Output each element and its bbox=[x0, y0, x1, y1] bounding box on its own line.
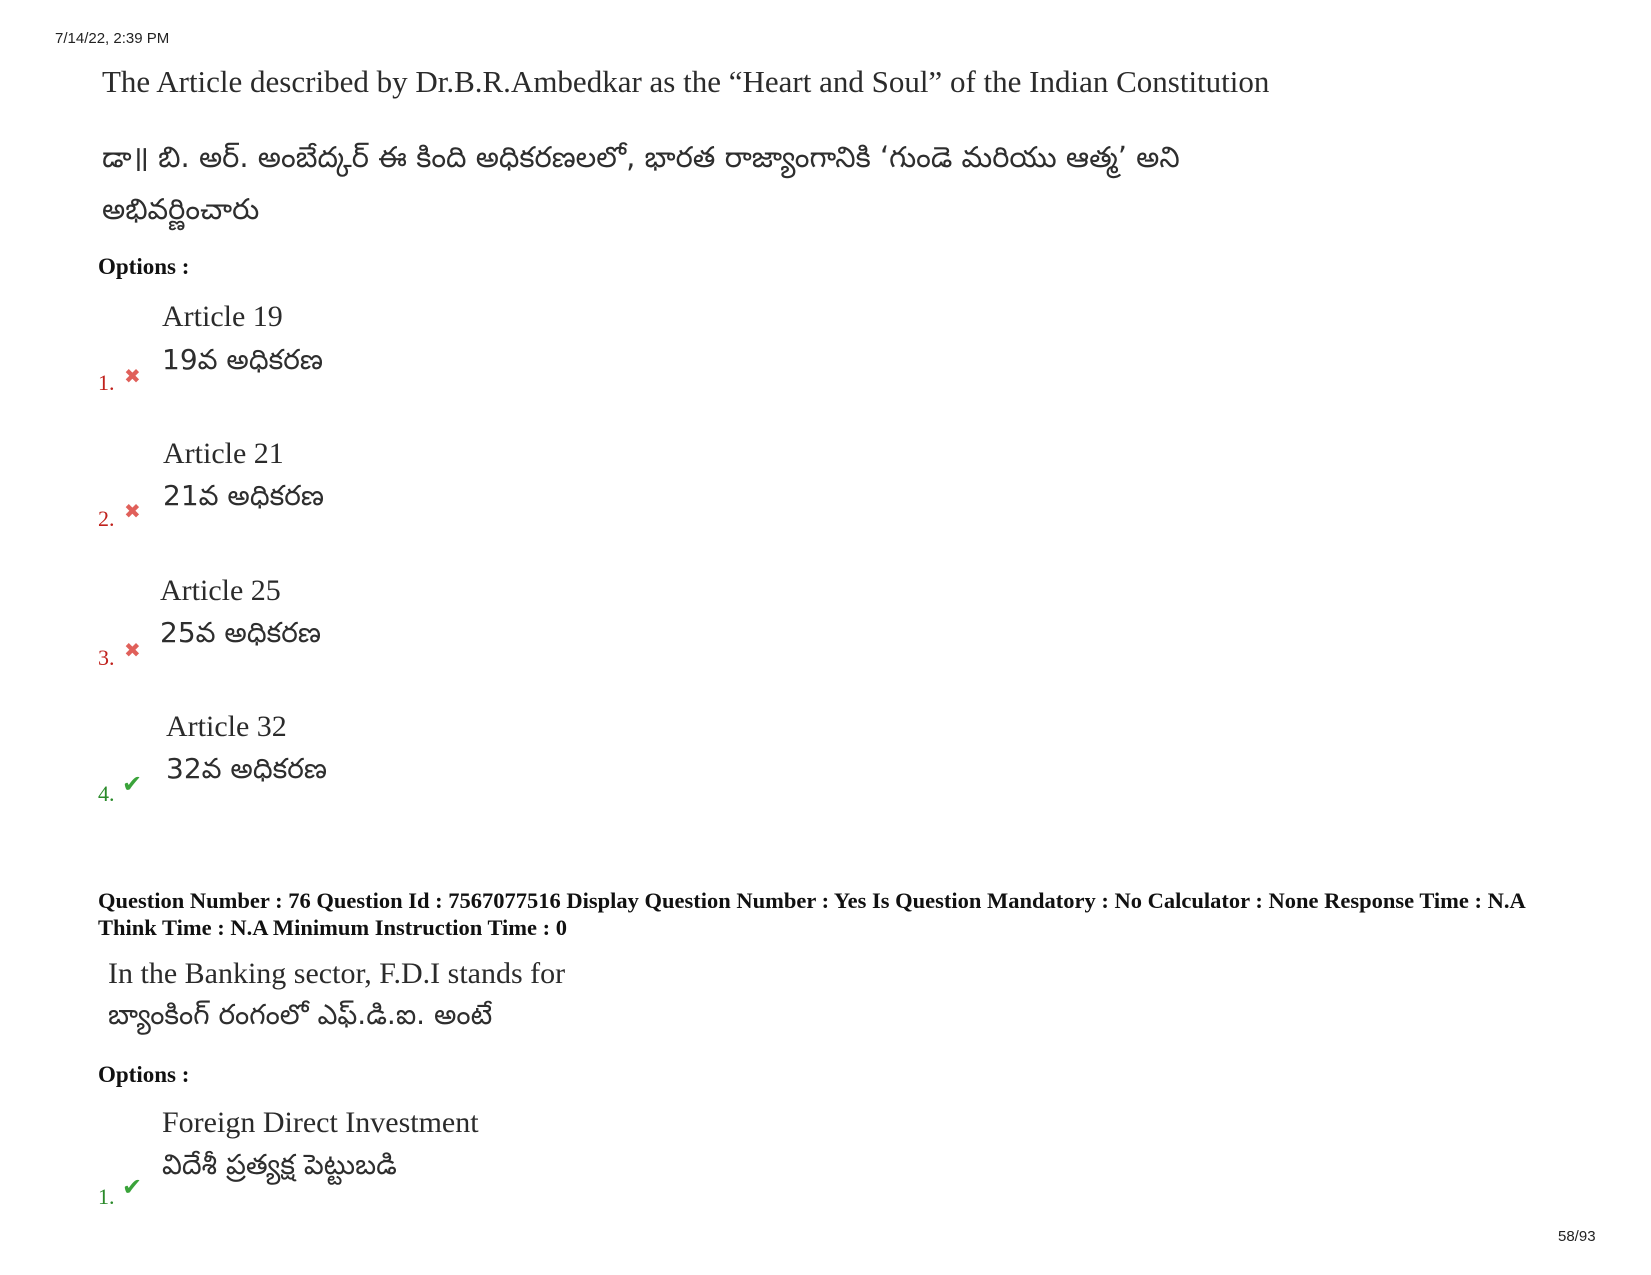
cross-mark-icon: ✖ bbox=[124, 364, 141, 388]
option-number: 3. bbox=[98, 645, 115, 670]
check-mark-icon: ✔ bbox=[122, 770, 143, 798]
option-text-telugu: 19వ అధికరణ bbox=[162, 343, 323, 376]
option-text-english: Foreign Direct Investment bbox=[162, 1106, 479, 1139]
cross-mark-icon: ✖ bbox=[124, 638, 141, 662]
question-text-telugu-line1: డా॥ బి. అర్. అంబేద్కర్ ఈ కింది అధికరణలలో, భారత రాజ్యాంగానికి ‘గుండె మరియు ఆత్మ’ అని bbox=[102, 140, 1180, 174]
print-timestamp: 7/14/22, 2:39 PM bbox=[55, 30, 170, 47]
options-label: Options : bbox=[98, 254, 190, 279]
option-number: 1. bbox=[98, 370, 115, 395]
page-number: 58/93 bbox=[1558, 1228, 1596, 1245]
option-text-english: Article 32 bbox=[166, 710, 287, 743]
option-text-telugu: 25వ అధికరణ bbox=[160, 616, 321, 649]
question-text-telugu-line2: అభివర్ణించారు bbox=[102, 192, 260, 226]
options-label: Options : bbox=[98, 1062, 190, 1087]
question-text-english: The Article described by Dr.B.R.Ambedkar as the “Heart and Soul” of the Indian Constitution bbox=[102, 64, 1270, 99]
option-text-english: Article 21 bbox=[163, 437, 284, 470]
option-text-english: Article 25 bbox=[160, 574, 281, 607]
check-mark-icon: ✔ bbox=[122, 1173, 143, 1201]
option-number: 1. bbox=[98, 1184, 115, 1209]
option-text-english: Article 19 bbox=[162, 300, 283, 333]
option-text-telugu: 32వ అధికరణ bbox=[166, 752, 327, 785]
question-meta: Question Number : 76 Question Id : 7567077516 Display Question Number : Yes Is Question Mandatory : No Calculator : None Response Time : N.A Think Time : N.A Minimum Instruction Time : 0 bbox=[98, 888, 1525, 940]
option-number: 2. bbox=[98, 506, 115, 531]
cross-mark-icon: ✖ bbox=[124, 499, 141, 523]
question-text-english: In the Banking sector, F.D.I stands for bbox=[108, 957, 566, 990]
option-number: 4. bbox=[98, 781, 115, 806]
option-text-telugu: విదేశీ ప్రత్యక్ష పెట్టుబడి bbox=[162, 1148, 397, 1181]
question-text-telugu: బ్యాంకింగ్ రంగంలో ఎఫ్.డి.ఐ. అంటే bbox=[108, 998, 493, 1031]
option-text-telugu: 21వ అధికరణ bbox=[163, 479, 324, 512]
